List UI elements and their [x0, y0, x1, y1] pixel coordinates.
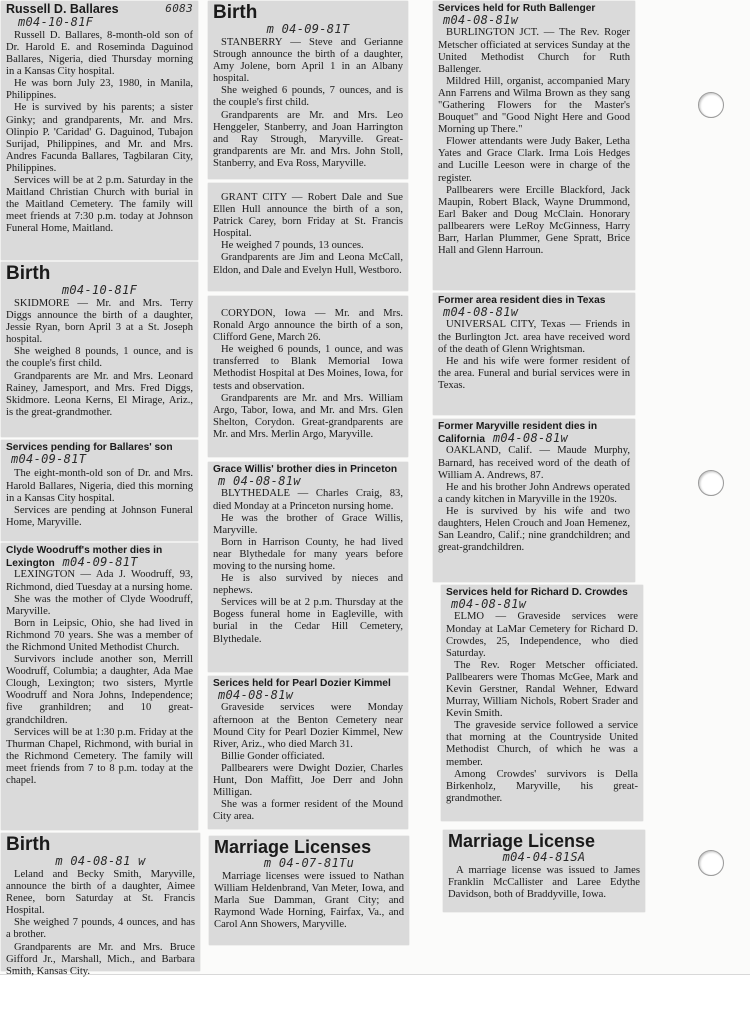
handwritten-number: 6083 — [165, 2, 193, 15]
clipping-heading — [438, 3, 630, 27]
handwritten-date: m 04-08-81 w — [55, 853, 146, 868]
heading-text: Grace Willis' brother dies in Princeton — [213, 464, 398, 475]
paragraph: Graveside services were Monday afternoon at the Benton Cemetery near Mound City for Pearl Dozier Kimmel, New River, Ariz., who died March 31. — [213, 702, 403, 750]
clipping-heading — [438, 295, 630, 319]
heading-text: Russell D. Ballares — [6, 2, 119, 16]
paragraph: Grandparents are Mr. and Mrs. Leo Henggeler, Stanberry, and Joan Harrington and Ray Strough, Maryville. Great-grandparents are Mr. and Mrs. John Stoll, Stanberry, and Eva Ross, Maryville. — [213, 109, 403, 169]
paragraph: Mildred Hill, organist, accompanied Mary Ann Farrens and Wilma Brown as they sang "Gathering Flowers for the Master's Bouquet" and "Good Night Here and Good Morning up There." — [438, 75, 630, 136]
paragraph: She was a former resident of the Mound City area. — [213, 799, 403, 823]
handwritten-date: m04-09-81T — [62, 555, 138, 570]
binder-holes — [690, 0, 750, 975]
paragraph: A marriage license was issued to James Franklin McCallister and Laree Edythe Davidson, both of Braddyville, Iowa. — [448, 864, 640, 901]
handwritten-date: m04-04-81SA — [502, 849, 586, 864]
binder-hole — [698, 850, 724, 876]
paragraph: She weighed 6 pounds, 7 ounces, and is the couple's first child. — [213, 85, 403, 109]
paragraph: BURLINGTON JCT. — The Rev. Roger Metscher officiated at services Sunday at the United Methodist Church for Ruth Ballenger. — [438, 27, 630, 75]
clipping-woodruff-obituary — [1, 543, 198, 830]
handwritten-date: m04-08-81w — [443, 305, 519, 320]
clipping-services-ballares — [1, 440, 198, 541]
paragraph: He was born July 23, 1980, in Manila, Philippines. — [6, 78, 193, 102]
paragraph: LEXINGTON — Ada J. Woodruff, 93, Richmond, died Tuesday at a nursing home. — [6, 569, 193, 593]
paragraph: Born in Harrison County, he had lived near Blythedale for many years before moving to the nursing home. — [213, 536, 403, 572]
paragraph: He is also survived by nieces and nephews. — [213, 573, 403, 597]
paragraph: Services will be at 1:30 p.m. Friday at the Thurman Chapel, Richmond, with burial in the Richmond Cemetery. The family will meet friends from 7 to 8 p.m. today at the chapel. — [6, 726, 193, 787]
paragraph: Pallbearers were Dwight Dozier, Charles Hunt, Don Maffitt, Joe Derr and John Milligan. — [213, 762, 403, 799]
clipping-heading — [446, 587, 638, 611]
handwritten-date: m04-08-81w — [451, 597, 527, 612]
paragraph: The graveside service followed a service that morning at the Countryside United Methodist Church, of which he was a member. — [446, 720, 638, 768]
paragraph: Grandparents are Jim and Leona McCall, Eldon, and Dale and Evelyn Hull, Westboro. — [213, 252, 403, 276]
clipping-birth-strough — [208, 1, 408, 179]
handwritten-date: m 04-08-81w — [218, 474, 301, 489]
binder-hole — [698, 92, 724, 118]
clipping-kimmel-services — [208, 676, 408, 829]
binder-hole — [698, 470, 724, 496]
paragraph: OAKLAND, Calif. — Maude Murphy, Barnard, has received word of the death of William A. Andrews, 87. — [438, 445, 630, 481]
paragraph: UNIVERSAL CITY, Texas — Friends in the Burlington Jct. area have received word of the death of Glenn Wrightsman. — [438, 319, 630, 355]
handwritten-date: m 04-09-81T — [266, 21, 350, 36]
handwritten-date: m04-09-81T — [11, 452, 87, 467]
paragraph: Billie Gonder officiated. — [221, 750, 325, 762]
clipping-heading — [438, 421, 630, 445]
clipping-birth-hull — [208, 183, 408, 291]
clipping-heading — [6, 442, 193, 466]
paragraph: Grandparents are Mr. and Mrs. Leonard Rainey, Jamesport, and Mrs. Fred Diggs, Skidmore. Leona Kerns, El Mirage, Ariz., is the great-grandmother. — [6, 370, 193, 418]
clipping-marriage-license — [443, 830, 645, 912]
clipping-crowdes-services — [441, 585, 643, 821]
paragraph: Among Crowdes' survivors is Della Birkenholz, Maryville, his great-grandmother. — [446, 768, 638, 804]
paragraph: Grandparents are Mr. and Mrs. Bruce Gifford Jr., Marshall, Mich., and Barbara Smith, Kansas City. — [6, 941, 195, 977]
heading-text: Former area resident dies in Texas — [438, 295, 606, 306]
paragraph: She weighed 8 pounds, 1 ounce, and is the couple's first child. — [6, 346, 193, 370]
clipping-heading — [213, 678, 403, 702]
clipping-heading: Marriage Licenses — [214, 837, 372, 857]
clipping-birth-skidmore — [1, 262, 198, 437]
paragraph: He is survived by his wife and two daughters, Helen Crouch and Joan Hemenez, San Leandro, Calif.; nine grandchildren; and great-grandchildren. — [438, 505, 630, 554]
paragraph: He weighed 7 pounds, 13 ounces. — [221, 240, 364, 252]
heading-text: Services pending for Ballares' son — [6, 442, 173, 453]
paragraph: BLYTHEDALE — Charles Craig, 83, died Monday at a Princeton nursing home. — [213, 488, 403, 512]
paragraph: She was the mother of Clyde Woodruff, Maryville. — [6, 593, 193, 617]
paragraph: He is survived by his parents; a sister Ginky; and grandparents, Mr. and Mrs. Olinpio P. 'Caridad' G. Daguinod, Tubajon Surijad, Philippines, and Mr. and Mrs. Andres Facunda Ballares, Tagbilaran City, Philippines. — [6, 102, 193, 174]
heading-text: Clyde Woodruff's mother dies in Lexington — [6, 545, 163, 570]
clipping-birth-smith — [1, 833, 200, 977]
clipping-wrightsman-obituary — [433, 293, 635, 415]
heading-text: Former Maryville resident dies in California — [438, 421, 598, 446]
paragraph: Survivors include another son, Merrill Woodruff, Columbia; a daughter, Ada Mae Clough, Lexington; two sisters, Myrtle Woodruff and Nora Johns, Independence; five granhildren; and 10 great-grandchildren. — [6, 654, 193, 726]
clipping-craig-obituary — [208, 462, 408, 672]
heading-text: Services held for Ruth Ballenger — [438, 3, 596, 14]
heading-text: Serices held for Pearl Dozier Kimmel — [213, 678, 391, 689]
paragraph: Marriage licenses were issued to Nathan William Heldenbrand, Van Meter, Iowa, and Marla Sue Damman, Grant City; and Raymond Wade Horning, Fairfax, Va., and Carol Ann Showers, Maryville. — [214, 870, 404, 931]
paragraph: He and his brother John Andrews operated a candy kitchen in Maryville in the 1920s. — [438, 481, 630, 505]
paragraph: He and his wife were former resident of the area. Funeral and burial services were in Texas. — [438, 355, 630, 391]
clipping-birth-argo — [208, 296, 408, 457]
paragraph: Services will be at 2 p.m. Saturday in the Maitland Christian Church with burial in the Maitland Cemetery. The family will meet friends at 7:30 p.m. today at Johnson Funeral Home, Maitland. — [6, 174, 193, 235]
paragraph: Born in Leipsic, Ohio, she had lived in Richmond 70 years. She was a member of the Richmond United Methodist Church. — [6, 617, 193, 653]
handwritten-date: m04-08-81w — [218, 688, 294, 703]
handwritten-date: m04-08-81w — [443, 13, 519, 28]
paragraph: Grandparents are Mr. and Mrs. William Argo, Tabor, Iowa, and Mr. and Mrs. Glen Shelton, Corydon. Great-grandparents are Mr. and Mrs. Merlin Argo, Maryville. — [213, 392, 403, 440]
clipping-heading: Birth — [6, 834, 51, 855]
paragraph: SKIDMORE — Mr. and Mrs. Terry Diggs announce the birth of a daughter, Jessie Ryan, born April 3 at a St. Joseph hospital. — [6, 297, 193, 346]
paragraph: The Rev. Roger Metscher officiated. Pallbearers were Thomas McGee, Mark and Kevin Gerstner, Randal Wehner, Edward Murray, William Nichols, Robert Srader and Kevin Smith. — [446, 659, 638, 720]
paragraph: ELMO — Graveside services were Monday at LaMar Cemetery for Richard D. Crowdes, 25, Independence, who died Saturday. — [446, 611, 638, 659]
clipping-heading — [6, 545, 193, 569]
clipping-andrews-obituary — [433, 419, 635, 582]
handwritten-date: m04-10-81F — [18, 14, 94, 29]
handwritten-date: m 04-07-81Tu — [263, 855, 355, 870]
clipping-marriage-licenses — [209, 836, 409, 945]
paragraph: Services are pending at Johnson Funeral Home, Maryville. — [6, 504, 193, 528]
paragraph: Leland and Becky Smith, Maryville, announce the birth of a daughter, Aimee Renee, born Saturday at St. Francis Hospital. — [6, 868, 195, 917]
heading-text: Services held for Richard D. Crowdes — [446, 587, 628, 598]
clipping-ballenger-services — [433, 1, 635, 290]
paragraph: Flower attendants were Judy Baker, Letha Yates and Grace Clark. Irma Lois Hedges and Lucille Leeson were in charge of the register. — [438, 136, 630, 184]
handwritten-date: m04-08-81w — [492, 431, 569, 446]
paragraph: He weighed 6 pounds, 1 ounce, and was transferred to Blank Memorial Iowa Methodist Hospital at Des Moines, Iowa, for tests and observation. — [213, 344, 403, 392]
clipping-heading — [213, 464, 403, 488]
paragraph: GRANT CITY — Robert Dale and Sue Ellen Hull announce the birth of a son, Patrick Carey, born Friday at St. Francis Hospital. — [213, 192, 403, 240]
paragraph: Russell D. Ballares, 8-month-old son of Dr. Harold E. and Roseminda Daguinod Ballares, Nigeria, died Thursday morning in a Kansas City hospital. — [6, 29, 193, 78]
clipping-heading: Birth — [6, 263, 51, 284]
handwritten-date: m04-10-81F — [61, 282, 138, 297]
paragraph: The eight-month-old son of Dr. and Mrs. Harold Ballares, Nigeria, died this morning in a Kansas City hospital. — [6, 468, 193, 504]
paragraph: Services will be at 2 p.m. Thursday at the Bogess funeral home in Eagleville, with burial in the Cedar Hill Cemetery, Blythedale. — [213, 597, 403, 645]
clipping-ballares-obituary — [1, 1, 198, 260]
clipping-heading: Birth — [213, 2, 258, 23]
paragraph: Pallbearers were Ercille Blackford, Jack Maupin, Robert Black, Wayne Drummond, Earl Baker and Doug McClain. Honorary pallbearers were LeRoy McGinness, Harry Barr, Harlan Plummer, Gene Spratt, Brice Hall and Glenn Harroun. — [438, 184, 630, 257]
paragraph: STANBERRY — Steve and Gerianne Strough announce the birth of a daughter, Amy Jolene, born April 1 in an Albany hospital. — [213, 36, 403, 85]
paragraph: CORYDON, Iowa — Mr. and Mrs. Ronald Argo announce the birth of a son, Clifford Gene, March 26. — [213, 308, 403, 344]
paragraph: He was the brother of Grace Willis, Maryville. — [213, 512, 403, 536]
paragraph: She weighed 7 pounds, 4 ounces, and has a brother. — [6, 917, 195, 941]
clipping-heading: Marriage License — [448, 831, 596, 851]
